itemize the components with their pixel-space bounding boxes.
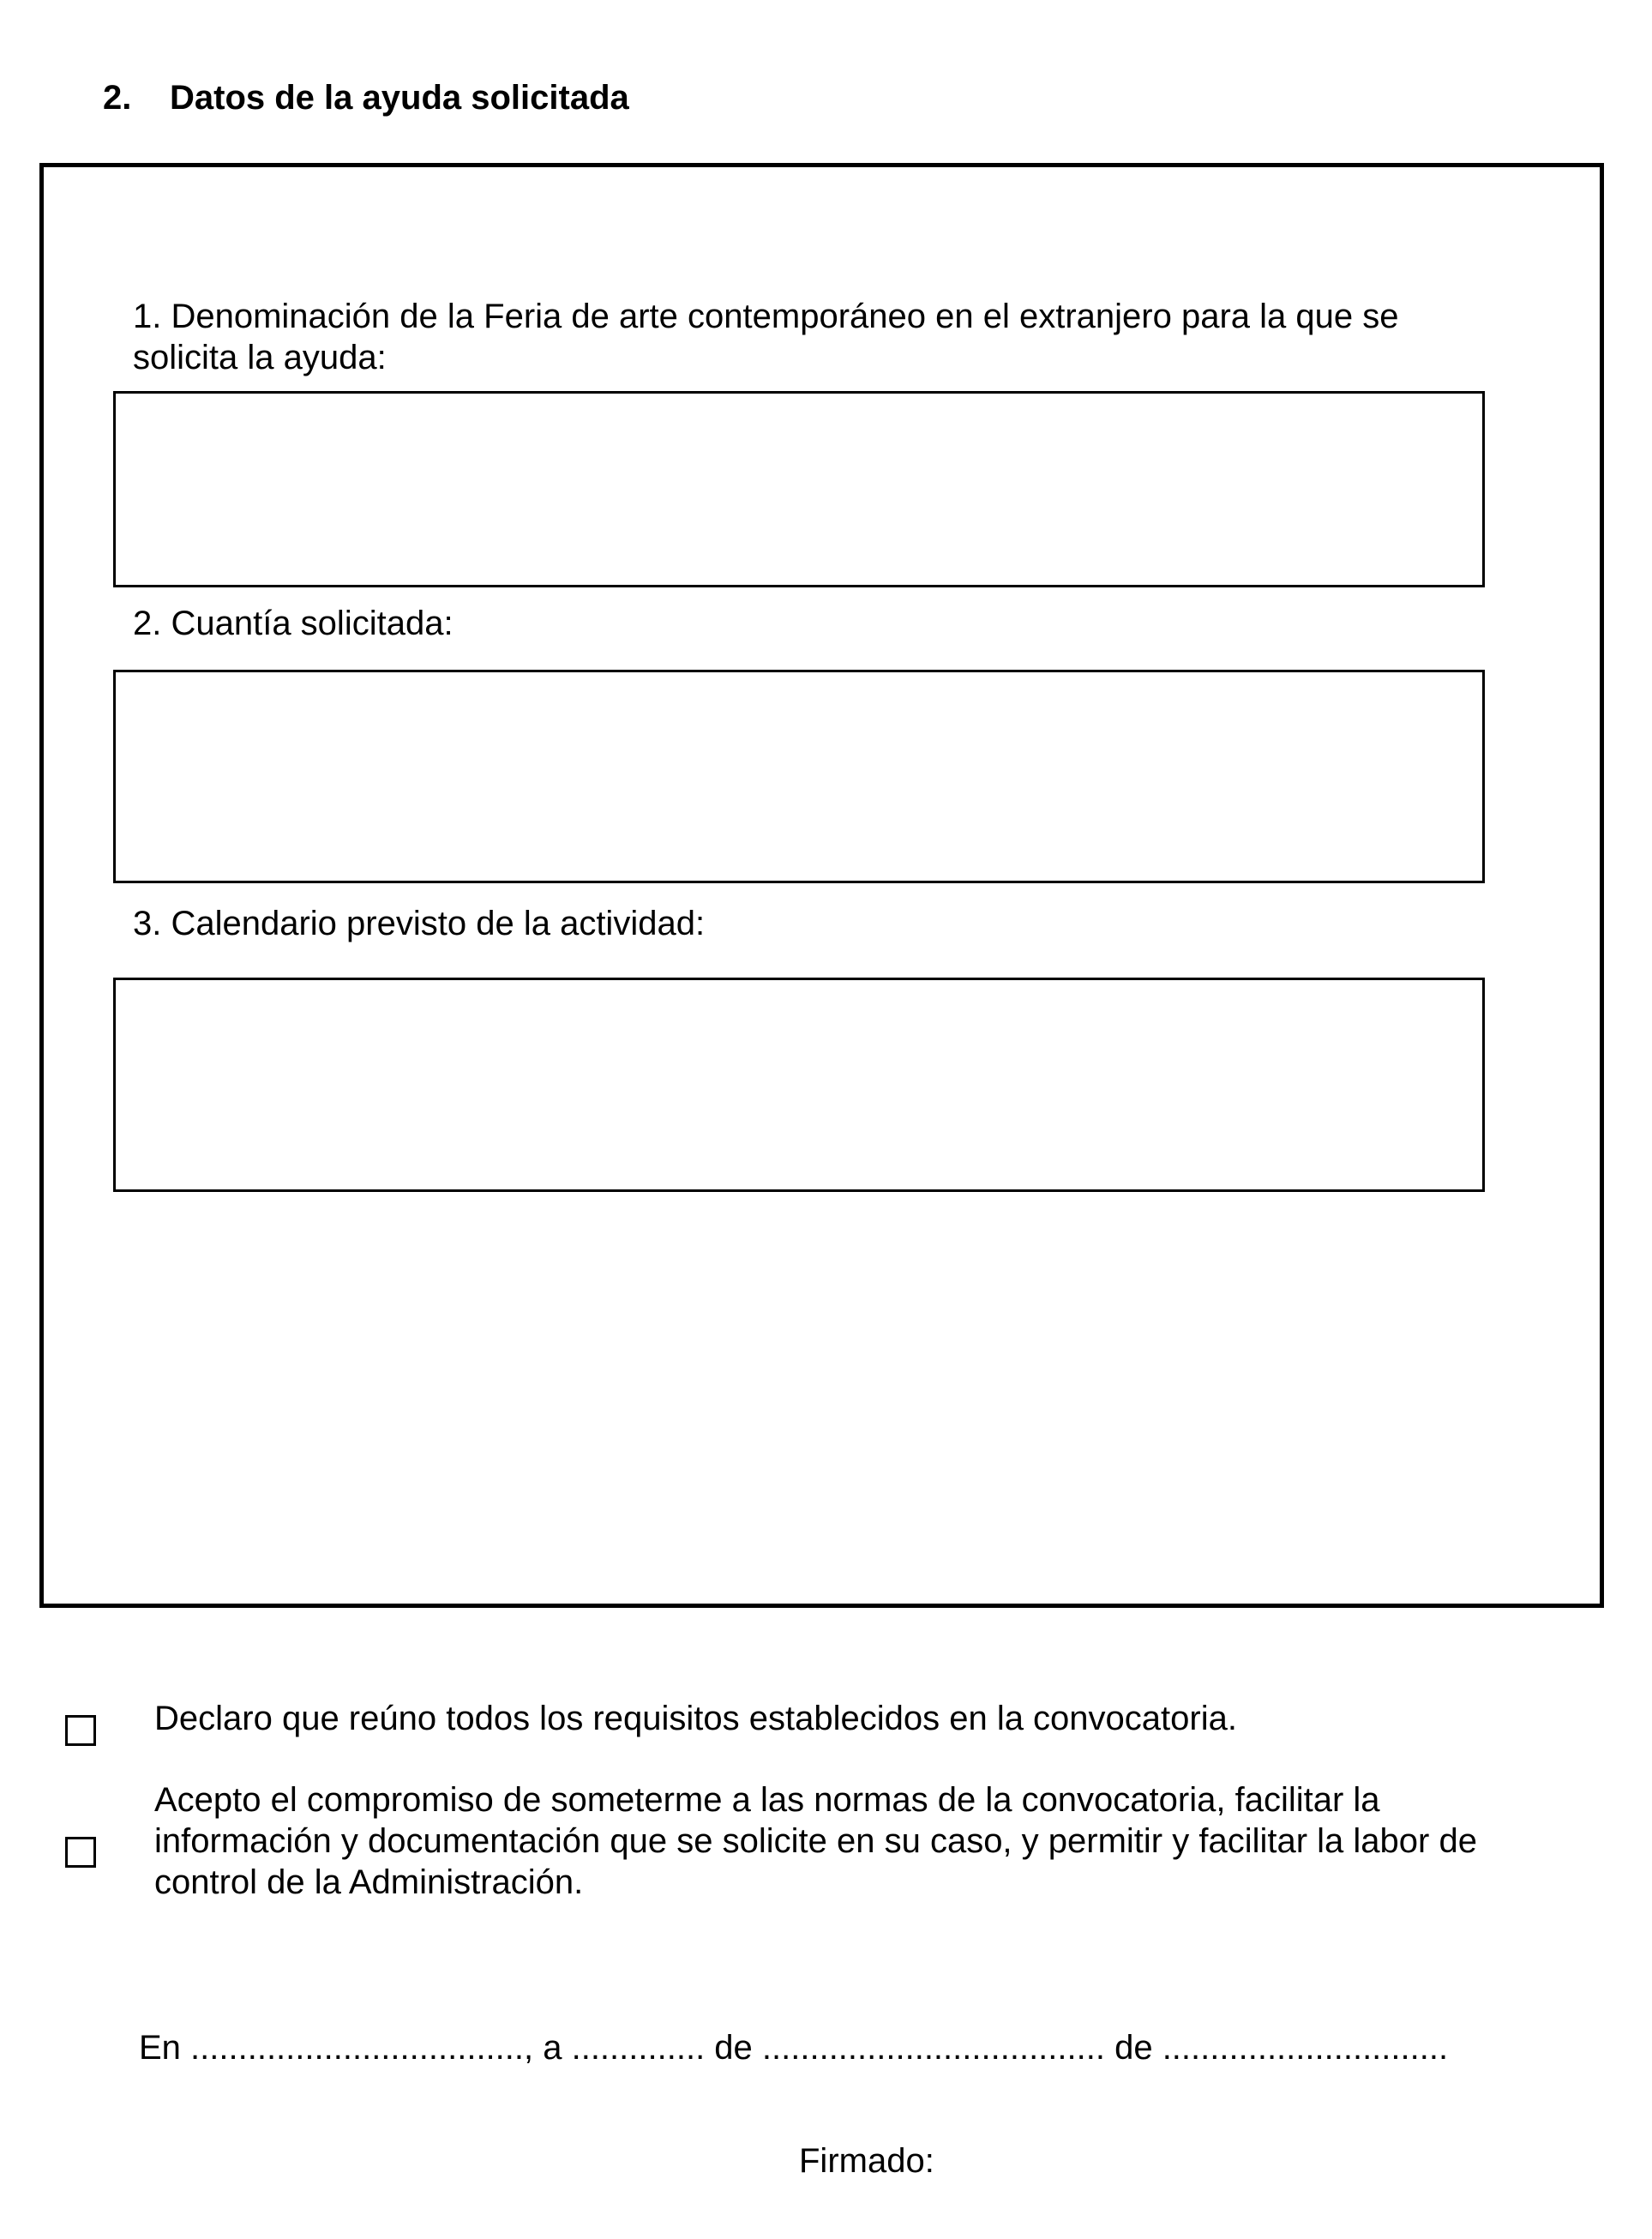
aid-data-frame xyxy=(39,163,1604,1608)
declaration-requirements-text: Declaro que reúno todos los requisitos establecidos en la convocatoria. xyxy=(154,1700,1237,1737)
section-heading xyxy=(103,79,629,117)
declaration-requirements-checkbox[interactable] xyxy=(65,1715,96,1746)
place-date-line: En ..................................., a .............. de .................................... de .............................. xyxy=(139,2029,1449,2067)
section-number: 2. xyxy=(103,79,132,117)
fair-name-field[interactable] xyxy=(113,391,1485,587)
declaration-commitment-text: Acepto el compromiso de someterme a las normas de la convocatoria, facilitar la información y documentación que se solicite en su caso, y permitir y facilitar la labor de control de la Administración. xyxy=(154,1781,1477,1901)
section-title: Datos de la ayuda solicitada xyxy=(170,79,629,117)
amount-field[interactable] xyxy=(113,670,1485,883)
schedule-label: 3. Calendario previsto de la actividad: xyxy=(133,905,706,942)
fair-name-label: 1. Denominación de la Feria de arte contemporáneo en el extranjero para la que se solicita la ayuda: xyxy=(133,298,1399,376)
declaration-commitment-checkbox[interactable] xyxy=(65,1837,96,1868)
amount-label: 2. Cuantía solicitada: xyxy=(133,605,454,642)
schedule-field[interactable] xyxy=(113,978,1485,1192)
signed-label: Firmado: xyxy=(799,2142,934,2180)
